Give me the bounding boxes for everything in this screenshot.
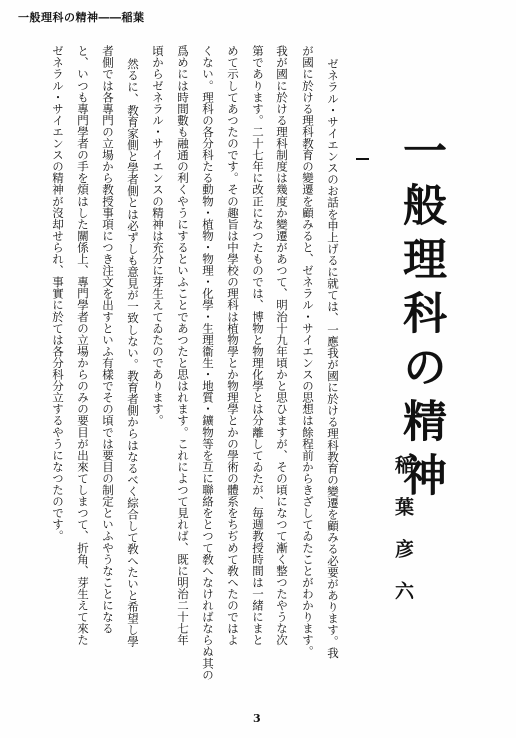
running-head: 一般理科の精神――稲葉 — [18, 11, 145, 24]
body-text-line: ゼネラル・サイエンスのお話を申上げるに就ては、一應我が國に於ける理科教育の變遷を顧みる必要があります。我 — [326, 58, 340, 659]
body-text-line: めて示してあつたのです。その趣旨は中學校の理科は植物學とか物理學とかの學術の體系をちぢめて敎へたのではよ — [226, 45, 240, 646]
body-text-line: 頃からゼネラル・サイエンスの精神は充分に芽生えてゐたのであります。 — [151, 45, 165, 427]
body-text-line: が國に於ける理科教育の變遷を顧みると、ゼネラル・サイエンスの思想は餘程前からきざしてゐたことがわかります。 — [301, 45, 315, 658]
body-text-line: 然るに、教育家側と學者側とは必ずしも意見が一致しない。教育者側からはなるべく綜合して敎へたいと希望し學 — [126, 58, 140, 648]
page-number: 3 — [253, 712, 261, 725]
body-text-line: と、いつも專門學者の手を煩はした關係上、專門學者の立場からのみの要目が出來てしまつて、折角、芽生えて來た — [76, 45, 90, 646]
body-text-line: 者側では各專門の立場から教授事項につき注文を出すといふ有樣でその頃では要目の制定といふやうなことになる — [101, 45, 115, 635]
body-text-line: くない。理科の各分科たる動物・植物・物理・化學・生理衞生・地質・鑛物等を互に聯絡をとつて敎へなければならぬ其の — [201, 45, 215, 681]
section-number-mark — [356, 158, 369, 160]
body-text-line: ゼネラル・サイエンスの精神が沒却せられ、事實に於ては各分科分立するやうになつたのです。 — [51, 45, 65, 542]
body-text-line: 我が國に於ける理科制度は幾度か變遷があつて、明治十九年頃かと思ひますが、その頃になつて漸く整つたやうな次 — [275, 45, 289, 646]
body-text-line: 第であります。二十七年に改正になつたものでは、博物と物理化學とは分離してゐたが、毎週教授時間は一緒にまと — [251, 45, 265, 646]
body-text-line: 爲めには時間數も融通の利くやうにするといふことであつたと思はれます。これによつて見れば、既に明治二十七年 — [176, 45, 190, 646]
article-title: 一般理科の精神 — [395, 128, 446, 506]
article-author: 稲葉彦六 — [392, 455, 414, 623]
